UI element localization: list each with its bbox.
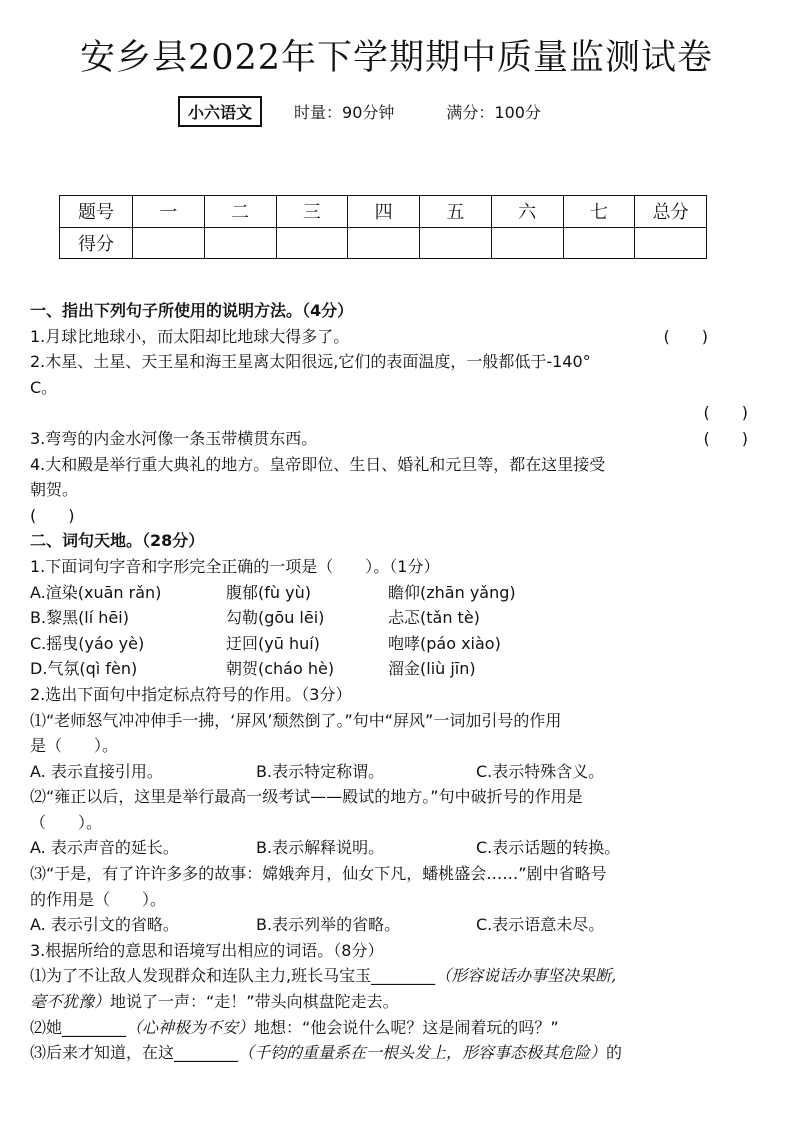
score-input-cell[interactable] — [204, 227, 276, 259]
answer-blank[interactable]: ( ) — [663, 326, 708, 346]
question-text: 4.大和殿是举行重大典礼的地方。皇帝即位、生日、婚礼和元旦等，都在这里接受 — [30, 454, 606, 474]
question-text: ⑵“雍正以后，这里是举行最高一级考试——殿试的地方。”句中破折号的作用是 — [30, 787, 583, 807]
question-line — [30, 400, 770, 426]
question-text: 1.月球比地球小，而太阳却比地球大得多了。 — [30, 326, 350, 346]
score-input-cell[interactable] — [420, 227, 492, 259]
fill-blank[interactable]: ________ — [62, 1017, 127, 1037]
option-row — [30, 835, 770, 861]
option-item[interactable]: 溜金(liù jīn) — [388, 659, 476, 679]
exam-meta — [178, 96, 541, 126]
score-cell: 六 — [491, 196, 563, 228]
option-item[interactable]: B.黎黑(lí hēi) — [30, 608, 129, 628]
question-text: 3.弯弯的内金水河像一条玉带横贯东西。 — [30, 428, 318, 448]
question-text: 朝贺。 — [30, 480, 79, 500]
question-text: ⑶后来才知道，在这 — [30, 1043, 175, 1063]
option-item[interactable]: D.气氛(qì fèn) — [30, 659, 138, 679]
section-2-heading: 二、词句天地。（28分） — [30, 531, 205, 551]
answer-blank[interactable]: ( ) — [30, 505, 75, 525]
score-cell: 总分 — [635, 196, 707, 228]
score-input-cell[interactable] — [635, 227, 707, 259]
score-cell: 七 — [563, 196, 635, 228]
option-item[interactable]: B.表示列举的省略。 — [256, 915, 401, 935]
option-item[interactable]: C.表示语意未尽。 — [476, 915, 605, 935]
option-item[interactable]: 腹郁(fù yù) — [226, 582, 311, 602]
option-item[interactable]: C.表示特殊含义。 — [476, 761, 605, 781]
score-input-cell[interactable] — [491, 227, 563, 259]
option-item[interactable]: A. 表示声音的延长。 — [30, 838, 179, 858]
word-definition: （心神极为不安） — [126, 1017, 255, 1037]
option-item[interactable]: C.表示话题的转换。 — [476, 838, 621, 858]
fill-blank[interactable]: ________ — [371, 966, 436, 986]
score-input-cell[interactable] — [276, 227, 348, 259]
option-item[interactable]: B.表示解释说明。 — [256, 838, 385, 858]
option-item[interactable]: C.摇曳(yáo yè) — [30, 633, 145, 653]
word-definition: （千钧的重量系在一根头发上，形容事态极其危险） — [238, 1043, 607, 1063]
fill-blank[interactable]: ________ — [174, 1043, 239, 1063]
score-cell: 一 — [133, 196, 205, 228]
score-cell: 四 — [348, 196, 420, 228]
question-line — [30, 989, 770, 1015]
score-input-cell[interactable] — [133, 227, 205, 259]
option-item[interactable]: 瞻仰(zhān yǎng) — [388, 582, 516, 602]
question-text: 的 — [606, 1043, 623, 1063]
score-table-header-row — [60, 196, 707, 228]
question-text: 1.下面词句字音和字形完全正确的一项是（ ）。（1分） — [30, 556, 440, 576]
score-cell: 得分 — [60, 227, 133, 259]
question-text: ⑶“于是，有了许许多多的故事：嫦娥奔月，仙女下凡，蟠桃盛会……”剧中省略号 — [30, 864, 607, 884]
question-line — [30, 1015, 770, 1041]
question-line — [30, 503, 770, 529]
score-cell: 三 — [276, 196, 348, 228]
option-item[interactable]: 迂回(yū huí) — [226, 633, 320, 653]
question-text: 的作用是（ ）。 — [30, 889, 167, 909]
option-row — [30, 605, 770, 631]
option-item[interactable]: 忐忑(tǎn tè) — [388, 608, 480, 628]
option-item[interactable]: A. 表示引文的省略。 — [30, 915, 179, 935]
option-item[interactable]: B.表示特定称谓。 — [256, 761, 385, 781]
question-line — [30, 426, 770, 452]
question-line — [30, 1040, 770, 1066]
score-table-score-row — [60, 227, 707, 259]
option-item[interactable]: A.渲染(xuān rǎn) — [30, 582, 162, 602]
question-line — [30, 963, 770, 989]
option-item[interactable]: 朝贺(cháo hè) — [226, 659, 335, 679]
question-text: C。 — [30, 377, 58, 397]
question-text: ⑵她 — [30, 1017, 63, 1037]
score-cell: 二 — [204, 196, 276, 228]
option-row — [30, 656, 770, 682]
option-item[interactable]: 勾勒(gōu lēi) — [226, 608, 325, 628]
question-text: ⑴“老师怒气冲冲伸手一拂，‘屏风’颓然倒了。”句中“屏风”一词加引号的作用 — [30, 710, 562, 730]
answer-blank[interactable]: ( ) — [703, 428, 748, 448]
question-text: （ ）。 — [30, 812, 103, 832]
question-text: 地想：“他会说什么呢？这是闹着玩的吗？” — [254, 1017, 559, 1037]
question-line — [30, 324, 770, 350]
score-input-cell[interactable] — [348, 227, 420, 259]
exam-body — [30, 298, 770, 1066]
question-text: 3.根据所给的意思和语境写出相应的词语。（8分） — [30, 940, 384, 960]
subject-label: 小六语文 — [178, 96, 262, 127]
question-text: ⑴为了不让敌人发现群众和连队主力,班长马宝玉 — [30, 966, 372, 986]
answer-blank[interactable]: ( ) — [703, 403, 748, 423]
option-row — [30, 912, 770, 938]
question-text: 是（ ）。 — [30, 736, 119, 756]
exam-title: 安乡县2022年下学期期中质量监测试卷 — [79, 38, 714, 78]
time-label: 时量：90分钟 — [294, 102, 395, 122]
score-cell: 题号 — [60, 196, 133, 228]
option-item[interactable]: 咆哮(páo xiào) — [388, 633, 501, 653]
option-item[interactable]: A. 表示直接引用。 — [30, 761, 163, 781]
word-definition: （形容说话办事坚决果断, — [435, 966, 617, 986]
full-score-label: 满分：100分 — [446, 102, 541, 122]
option-row — [30, 580, 770, 606]
score-input-cell[interactable] — [563, 227, 635, 259]
score-cell: 五 — [420, 196, 492, 228]
question-text: 2.选出下面句中指定标点符号的作用。（3分） — [30, 684, 352, 704]
word-definition: 毫不犹豫） — [30, 992, 111, 1012]
question-text: 2.木星、土星、天王星和海王星离太阳很远,它们的表面温度，一般都低于-140° — [30, 352, 591, 372]
section-1-heading: 一、指出下列句子所使用的说明方法。（4分） — [30, 301, 354, 320]
question-text: 地说了一声：“走！”带头向棋盘陀走去。 — [110, 992, 399, 1012]
option-row — [30, 631, 770, 657]
option-row — [30, 759, 770, 785]
score-table — [59, 195, 707, 259]
